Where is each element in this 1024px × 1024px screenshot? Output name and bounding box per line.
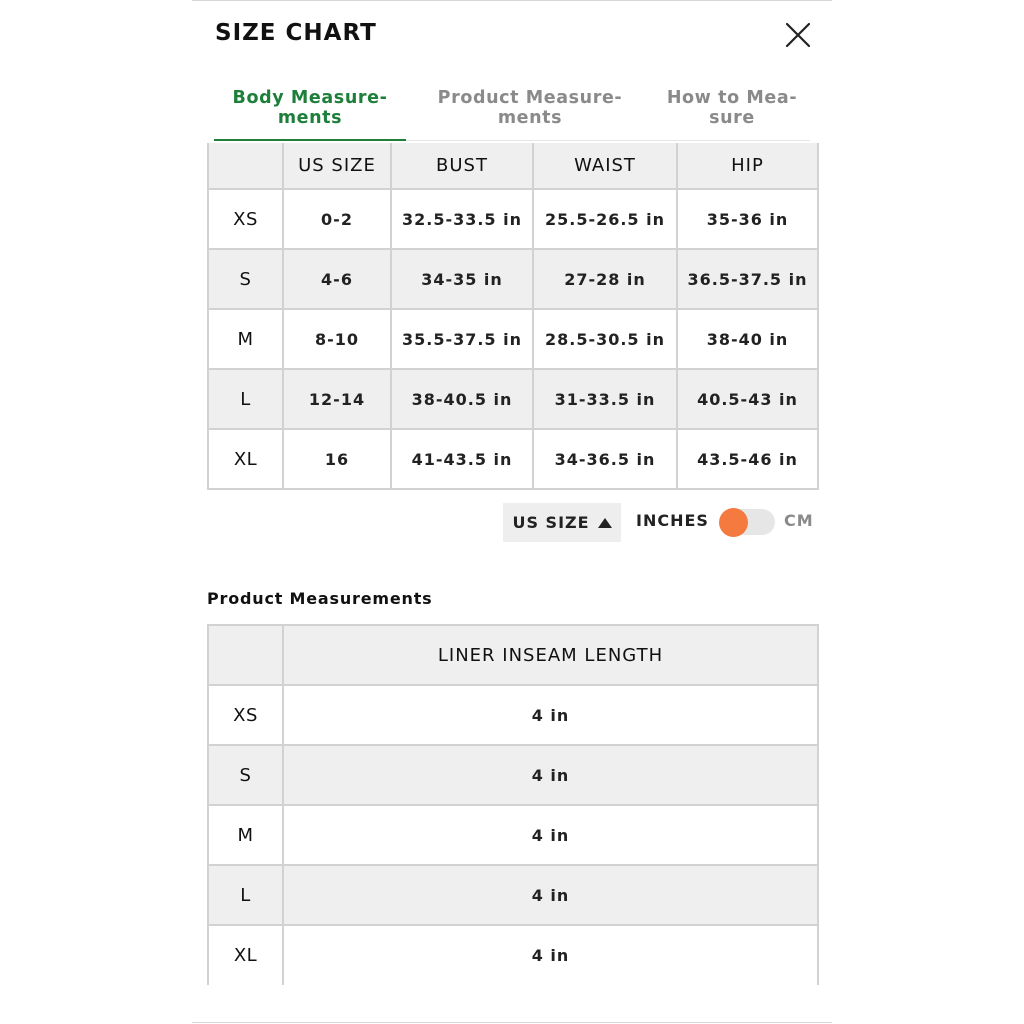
size-cell: XS	[208, 189, 283, 249]
waist-cell: 28.5-30.5 in	[533, 309, 677, 369]
table-row	[208, 429, 818, 489]
hip-cell: 43.5-46 in	[677, 429, 818, 489]
bust-cell: 32.5-33.5 in	[391, 189, 533, 249]
size-cell: M	[208, 309, 283, 369]
table-row	[208, 685, 818, 745]
size-system-dropdown[interactable]	[503, 503, 621, 542]
product-measurements-table	[207, 624, 819, 985]
top-divider	[192, 0, 832, 1]
table-row	[208, 309, 818, 369]
table-header-row	[208, 143, 818, 189]
inseam-cell: 4 in	[283, 865, 818, 925]
table-row	[208, 369, 818, 429]
us-size-cell: 16	[283, 429, 391, 489]
waist-cell: 25.5-26.5 in	[533, 189, 677, 249]
hip-cell: 35-36 in	[677, 189, 818, 249]
waist-cell: 34-36.5 in	[533, 429, 677, 489]
tab-label-line2: ments	[497, 108, 563, 128]
bust-cell: 38-40.5 in	[391, 369, 533, 429]
table-header-row	[208, 625, 818, 685]
bust-cell: 41-43.5 in	[391, 429, 533, 489]
close-icon	[782, 19, 814, 51]
tabs-divider	[406, 140, 810, 141]
size-cell: XS	[208, 685, 283, 745]
bust-cell: 35.5-37.5 in	[391, 309, 533, 369]
caret-up-icon	[598, 518, 612, 528]
us-size-cell: 12-14	[283, 369, 391, 429]
column-header-liner-inseam: LINER INSEAM LENGTH	[283, 625, 818, 685]
tab-label-line1: Product Measure-	[437, 88, 623, 108]
tab-label-line1: How to Mea-	[666, 88, 798, 108]
us-size-cell: 0-2	[283, 189, 391, 249]
body-measurements-table	[207, 143, 819, 490]
size-cell: XL	[208, 925, 283, 985]
tab-how-to-measure[interactable]	[650, 88, 814, 128]
table-row	[208, 925, 818, 985]
column-header-hip: HIP	[677, 143, 818, 189]
table-row	[208, 745, 818, 805]
table-row	[208, 189, 818, 249]
table-row	[208, 805, 818, 865]
hip-cell: 36.5-37.5 in	[677, 249, 818, 309]
us-size-cell: 4-6	[283, 249, 391, 309]
size-cell: XL	[208, 429, 283, 489]
inseam-cell: 4 in	[283, 925, 818, 985]
inseam-cell: 4 in	[283, 685, 818, 745]
column-header	[208, 143, 283, 189]
toggle-knob	[719, 508, 748, 537]
column-header-bust: BUST	[391, 143, 533, 189]
tab-label-line2: sure	[709, 108, 755, 128]
unit-toggle-switch[interactable]	[719, 506, 777, 538]
unit-label-inches[interactable]: INCHES	[636, 511, 709, 530]
waist-cell: 31-33.5 in	[533, 369, 677, 429]
page-title: SIZE CHART	[215, 20, 377, 46]
size-cell: L	[208, 865, 283, 925]
table-row	[208, 865, 818, 925]
table-row	[208, 249, 818, 309]
bust-cell: 34-35 in	[391, 249, 533, 309]
size-cell: L	[208, 369, 283, 429]
column-header	[208, 625, 283, 685]
column-header-us-size: US SIZE	[283, 143, 391, 189]
column-header-waist: WAIST	[533, 143, 677, 189]
inseam-cell: 4 in	[283, 805, 818, 865]
tab-label-line1: Body Measure-	[232, 88, 388, 108]
bottom-divider	[192, 1022, 832, 1023]
tab-body-measurements[interactable]	[214, 88, 406, 128]
hip-cell: 38-40 in	[677, 309, 818, 369]
active-tab-indicator	[214, 139, 406, 141]
unit-label-cm[interactable]: CM	[784, 511, 814, 530]
size-system-label: US SIZE	[512, 513, 590, 532]
hip-cell: 40.5-43 in	[677, 369, 818, 429]
section-title-product-measurements: Product Measurements	[207, 589, 433, 608]
us-size-cell: 8-10	[283, 309, 391, 369]
tab-label-line2: ments	[277, 108, 343, 128]
close-button[interactable]	[782, 19, 814, 51]
size-cell: S	[208, 745, 283, 805]
size-cell: S	[208, 249, 283, 309]
waist-cell: 27-28 in	[533, 249, 677, 309]
tab-product-measurements[interactable]	[426, 88, 634, 128]
inseam-cell: 4 in	[283, 745, 818, 805]
size-cell: M	[208, 805, 283, 865]
